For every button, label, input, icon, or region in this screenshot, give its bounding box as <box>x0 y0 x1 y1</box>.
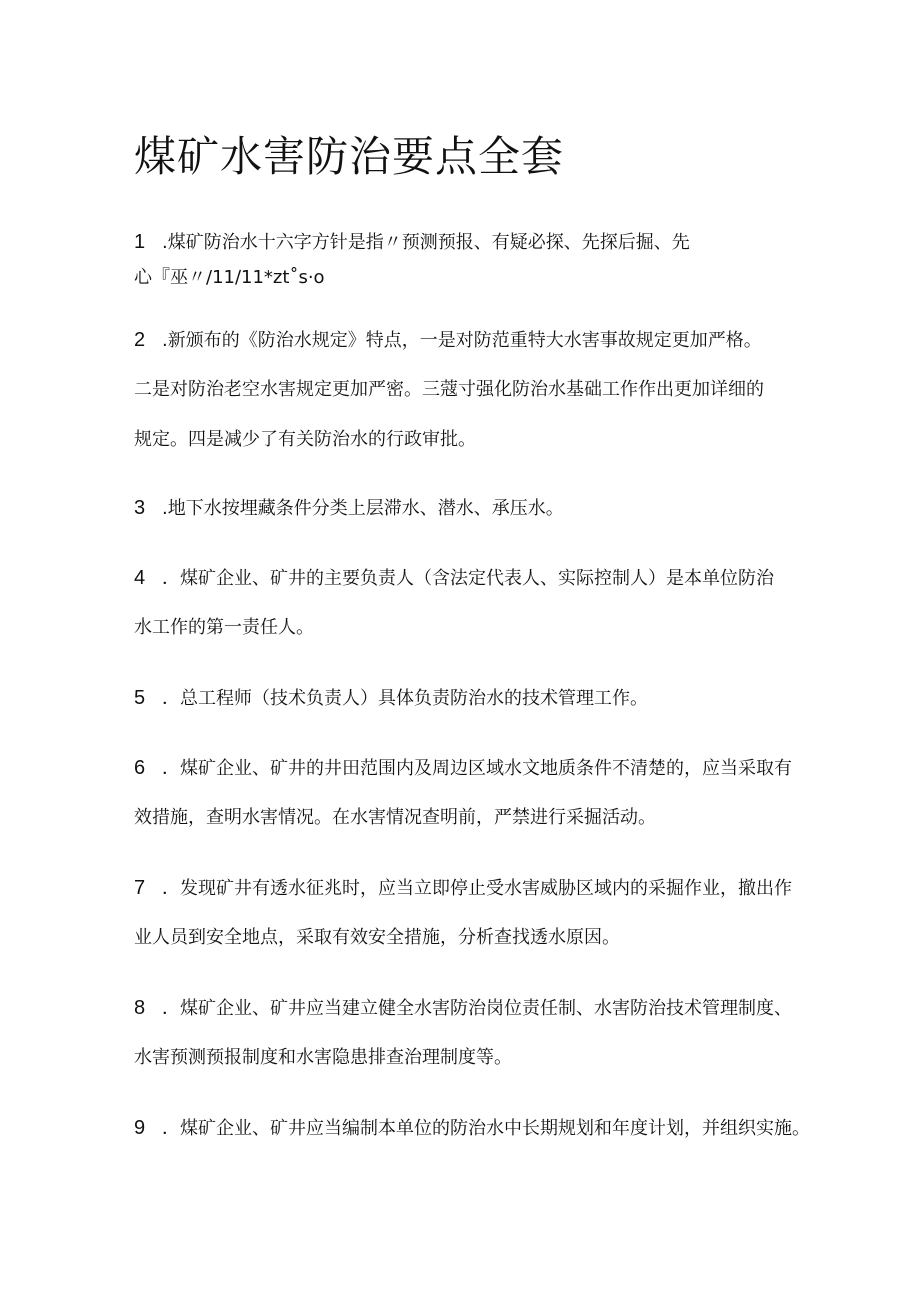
item-text: ．煤矿企业、矿井应当建立健全水害防治岗位责任制、水害防治技术管理制度、 <box>162 998 792 1019</box>
item-number: 8 <box>134 997 146 1019</box>
item-number: 4 <box>134 567 146 589</box>
item-text: 规定。四是减少了有关防治水的行政审批。 <box>134 429 476 450</box>
item-line <box>134 1044 512 1072</box>
item-line <box>134 684 648 713</box>
item-text: ．发现矿井有透水征兆时，应当立即停止受水害威胁区域内的采掘作业，撤出作 <box>162 878 792 899</box>
item-text: 水工作的第一责任人。 <box>134 617 314 638</box>
item-number: 6 <box>134 757 146 779</box>
item-line <box>134 874 792 903</box>
item-number: 7 <box>134 877 146 899</box>
item-number: 2 <box>134 329 146 351</box>
item-line <box>134 1114 810 1143</box>
item-text: .新颁布的《防治水规定》特点，一是对防范重特大水害事故规定更加严格。 <box>162 330 762 351</box>
item-text: .煤矿防治水十六字方针是指〃预测预报、有疑必探、先探后掘、先 <box>162 232 690 253</box>
document-title: 煤矿水害防治要点全套 <box>134 132 565 181</box>
item-line <box>134 754 792 783</box>
item-text: ．煤矿企业、矿井应当编制本单位的防治水中长期规划和年度计划，并组织实施。 <box>162 1118 810 1139</box>
item-line <box>134 426 476 454</box>
item-line <box>134 494 564 523</box>
item-text: .地下水按埋藏条件分类上层滞水、潜水、承压水。 <box>162 498 564 519</box>
item-line <box>134 564 774 593</box>
item-number: 1 <box>134 231 146 253</box>
item-text: 二是对防治老空水害规定更加严密。三蔻寸强化防治水基础工作作出更加详细的 <box>134 379 764 400</box>
item-text: ．煤矿企业、矿井的井田范围内及周边区域水文地质条件不清楚的，应当采取有 <box>162 758 792 779</box>
item-line <box>134 326 762 355</box>
item-line <box>134 924 620 952</box>
item-text: 水害预测预报制度和水害隐患排查治理制度等。 <box>134 1047 512 1068</box>
item-number: 3 <box>134 497 146 519</box>
item-line <box>134 264 325 292</box>
item-text: 心『巫〃/11∕11*zt˚s·o <box>134 267 325 288</box>
item-number: 5 <box>134 687 146 709</box>
item-line <box>134 994 792 1023</box>
item-line <box>134 804 656 832</box>
item-line <box>134 614 314 642</box>
item-text: 业人员到安全地点，采取有效安全措施，分析查找透水原因。 <box>134 927 620 948</box>
item-text: ．煤矿企业、矿井的主要负责人（含法定代表人、实际控制人）是本单位防治 <box>162 568 774 589</box>
item-text: 效措施，查明水害情况。在水害情况查明前，严禁进行采掘活动。 <box>134 807 656 828</box>
item-number: 9 <box>134 1117 146 1139</box>
item-text: ．总工程师（技术负责人）具体负责防治水的技术管理工作。 <box>162 688 648 709</box>
item-line <box>134 376 764 404</box>
item-line <box>134 228 690 257</box>
